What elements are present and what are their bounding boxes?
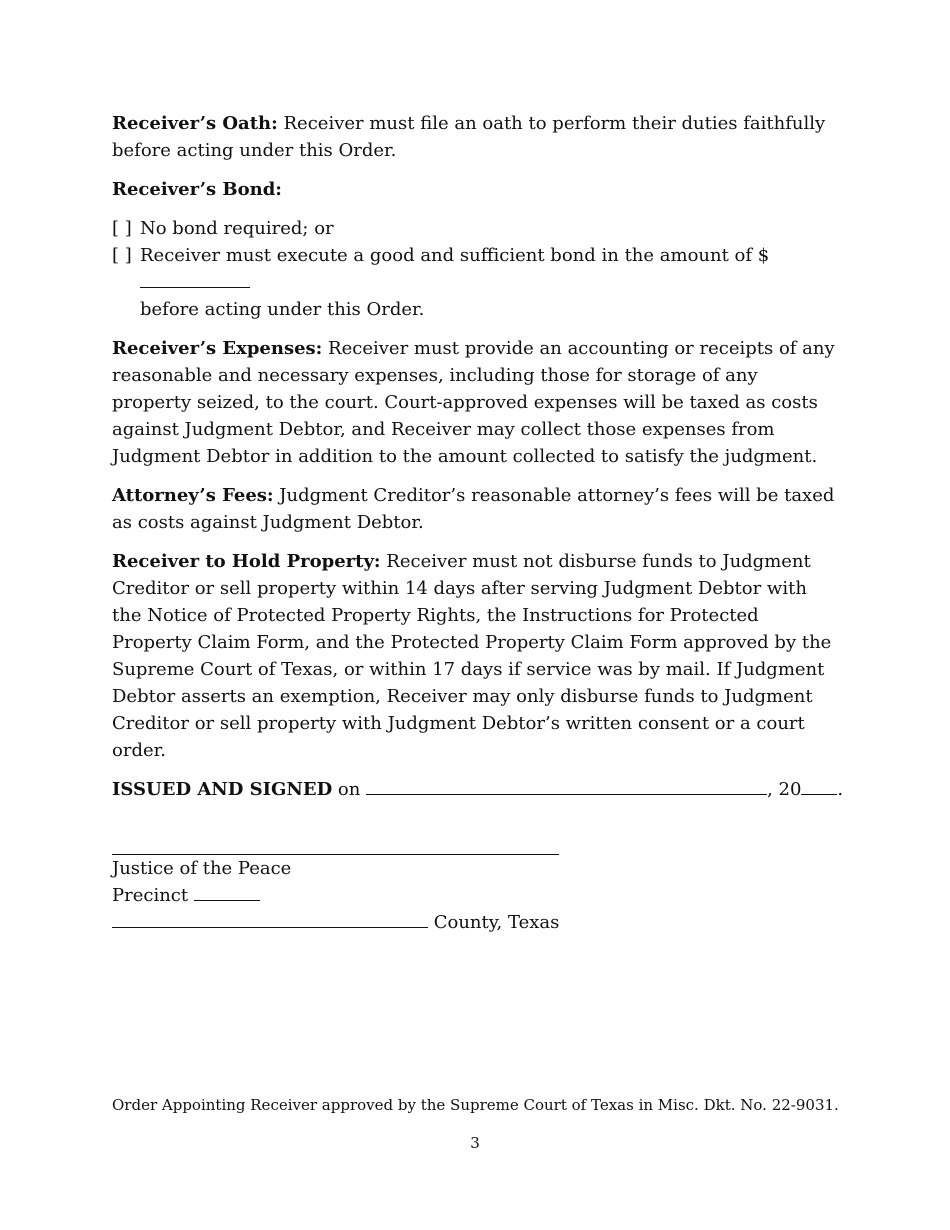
oath-paragraph	[112, 110, 842, 164]
bond-after-text: before acting under this Order.	[140, 299, 425, 320]
county-field[interactable]	[112, 909, 428, 928]
hold-text: Receiver must not disburse funds to Judgment Creditor or sell property within 14 days after serving Judgment Debtor with the Notice of Protected Property Rights, the Instructions for Protected Property Claim Form, and the Protected Property Claim Form approved by the Supreme Court of Texas, or within 17 days if service was by mail. If Judgment Debtor asserts an exemption, Receiver may only disburse funds to Judgment Creditor or sell property with Judgment Debtor’s written consent or a court order.	[112, 551, 832, 761]
bond-option-amount	[112, 242, 842, 323]
issued-end: .	[837, 779, 844, 800]
bond-option-text: No bond required; or	[140, 218, 334, 239]
precinct-label: Precinct	[112, 885, 194, 906]
fees-heading: Attorney’s Fees:	[112, 485, 274, 506]
oath-text: Receiver must file an oath to perform their duties faithfully before acting under this Order.	[112, 113, 826, 161]
issued-year-prefix: , 20	[767, 779, 802, 800]
fees-paragraph	[112, 482, 842, 536]
precinct-line	[112, 882, 842, 909]
bond-checkbox-no-bond[interactable]: [ ]	[112, 218, 132, 239]
signature-block	[112, 855, 842, 936]
hold-property-paragraph	[112, 548, 842, 764]
issued-heading: ISSUED AND SIGNED	[112, 779, 333, 800]
bond-option-no-bond	[112, 215, 842, 242]
page-number: 3	[470, 1134, 480, 1152]
bond-heading: Receiver’s Bond:	[112, 179, 282, 200]
bond-amount-field[interactable]	[140, 269, 250, 288]
bond-checkbox-amount[interactable]: [ ]	[112, 245, 132, 266]
judge-title: Justice of the Peace	[112, 858, 292, 879]
issued-date-field[interactable]	[366, 776, 767, 795]
issued-on: on	[332, 779, 367, 800]
precinct-field[interactable]	[194, 882, 260, 901]
expenses-text: Receiver must provide an accounting or receipts of any reasonable and necessary expenses, including those for storage of any property seized, to the court. Court-approved expenses will be taxed as costs against Judgment Debtor, and Receiver may collect those expenses from Judgment Debtor in addition to the amount collected to satisfy the judgment.	[112, 338, 835, 467]
county-line	[112, 909, 842, 936]
fees-text: Judgment Creditor’s reasonable attorney’s fees will be taxed as costs against Judgment Debtor.	[112, 485, 835, 533]
issued-signed-line	[112, 776, 842, 803]
issued-year-field[interactable]	[801, 776, 837, 795]
document-page	[112, 110, 842, 936]
county-label: County, Texas	[428, 912, 560, 933]
bond-heading-paragraph	[112, 176, 842, 203]
bond-amount-text: Receiver must execute a good and sufficient bond in the amount of $	[140, 245, 770, 266]
expenses-paragraph	[112, 335, 842, 470]
oath-heading: Receiver’s Oath:	[112, 113, 278, 134]
hold-heading: Receiver to Hold Property:	[112, 551, 381, 572]
expenses-heading: Receiver’s Expenses:	[112, 338, 323, 359]
footer-note: Order Appointing Receiver approved by the Supreme Court of Texas in Misc. Dkt. No. 22-9031.	[112, 1096, 839, 1114]
bond-option-text	[140, 242, 842, 323]
